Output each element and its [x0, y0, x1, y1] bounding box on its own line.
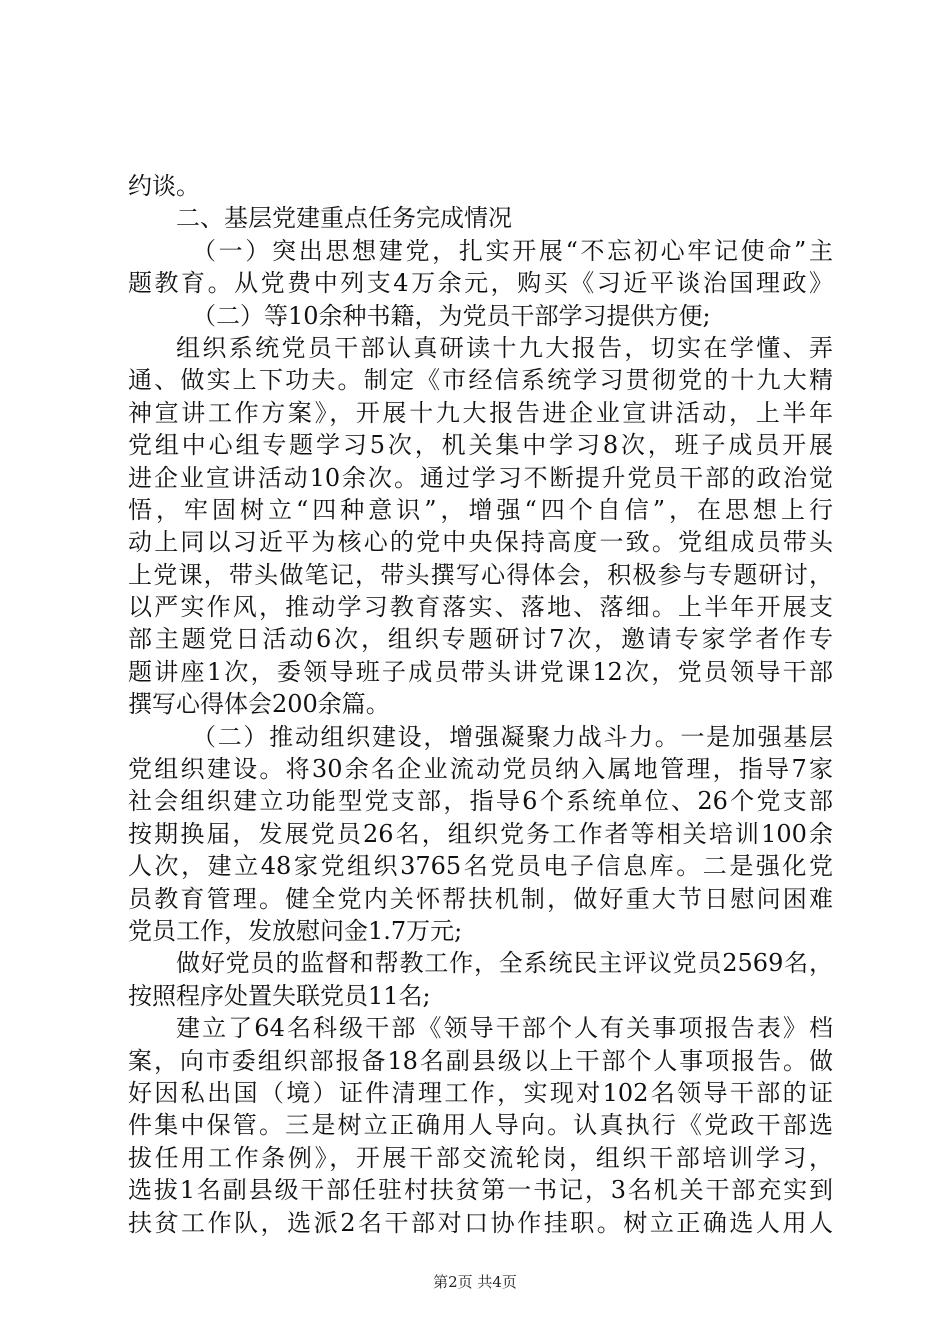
text-line: （二）等10余种书籍，为党员干部学习提供方便;	[192, 301, 711, 330]
text-line: 党员工作，发放慰问金1.7万元;	[128, 916, 463, 945]
text-line: 件集中保管。三是树立正确用人导向。认真执行《党政干部选	[128, 1111, 833, 1140]
text-line: 约谈。	[128, 172, 200, 200]
text-line: 题讲座1次，委领导班子成员带头讲党课12次，党员领导干部	[128, 657, 833, 686]
page-footer: 第2页 共4页	[433, 1273, 517, 1291]
text-line: 组织系统党员干部认真研读十九大报告，切实在学懂、弄	[176, 333, 833, 362]
text-line: 二、基层党建重点任务完成情况	[176, 204, 512, 233]
text-line: 员教育管理。健全党内关怀帮扶机制，做好重大节日慰问困难	[128, 884, 833, 913]
text-line: 建立了64名科级干部《领导干部个人有关事项报告表》档	[176, 1014, 833, 1043]
text-line: 做好党员的监督和帮教工作，全系统民主评议党员2569名，	[176, 949, 833, 978]
text-line: 人次，建立48家党组织3765名党员电子信息库。二是强化党	[128, 852, 833, 881]
text-line: 进企业宣讲活动10余次。通过学习不断提升党员干部的政治觉	[128, 463, 833, 492]
text-line: 好因私出国（境）证件清理工作，实现对102名领导干部的证	[128, 1078, 833, 1107]
text-line: 动上同以习近平为核心的党中央保持高度一致。党组成员带头	[128, 528, 833, 557]
text-line: （一）突出思想建党，扎实开展“不忘初心牢记使命”主	[192, 236, 833, 265]
text-line: 社会组织建立功能型党支部，指导6个系统单位、26个党支部	[128, 787, 833, 816]
text-line: 拔任用工作条例》，开展干部交流轮岗，组织干部培训学习，	[128, 1143, 833, 1172]
text-line: 以严实作风，推动学习教育落实、落地、落细。上半年开展支	[128, 593, 833, 622]
text-line: 通、做实上下功夫。制定《市经信系统学习贯彻党的十九大精	[128, 366, 833, 395]
text-line: 案，向市委组织部报备18名副县级以上干部个人事项报告。做	[128, 1046, 833, 1075]
text-line: （二）推动组织建设，增强凝聚力战斗力。一是加强基层	[192, 722, 833, 751]
text-line: 神宣讲工作方案》，开展十九大报告进企业宣讲活动，上半年	[128, 398, 833, 427]
text-line: 选拔1名副县级干部任驻村扶贫第一书记，3名机关干部充实到	[128, 1176, 833, 1205]
text-line: 按照程序处置失联党员11名;	[128, 981, 431, 1010]
text-line: 撰写心得体会200余篇。	[128, 690, 390, 719]
text-line: 部主题党日活动6次，组织专题研讨7次，邀请专家学者作专	[128, 625, 833, 654]
text-line: 按期换届，发展党员26名，组织党务工作者等相关培训100余	[128, 819, 833, 848]
text-line: 党组中心组专题学习5次，机关集中学习8次，班子成员开展	[128, 431, 833, 460]
text-line: 扶贫工作队，选派2名干部对口协作挂职。树立正确选人用人	[128, 1208, 833, 1237]
document-body	[128, 170, 833, 1239]
text-line: 悟，牢固树立“四种意识”，增强“四个自信”，在思想上行	[128, 495, 833, 524]
text-line: 上党课，带头做笔记，带头撰写心得体会，积极参与专题研讨，	[128, 560, 833, 589]
text-line: 题教育。从党费中列支4万余元，购买《习近平谈治国理政》	[128, 269, 833, 298]
text-line: 党组织建设。将30余名企业流动党员纳入属地管理，指导7家	[128, 755, 833, 784]
